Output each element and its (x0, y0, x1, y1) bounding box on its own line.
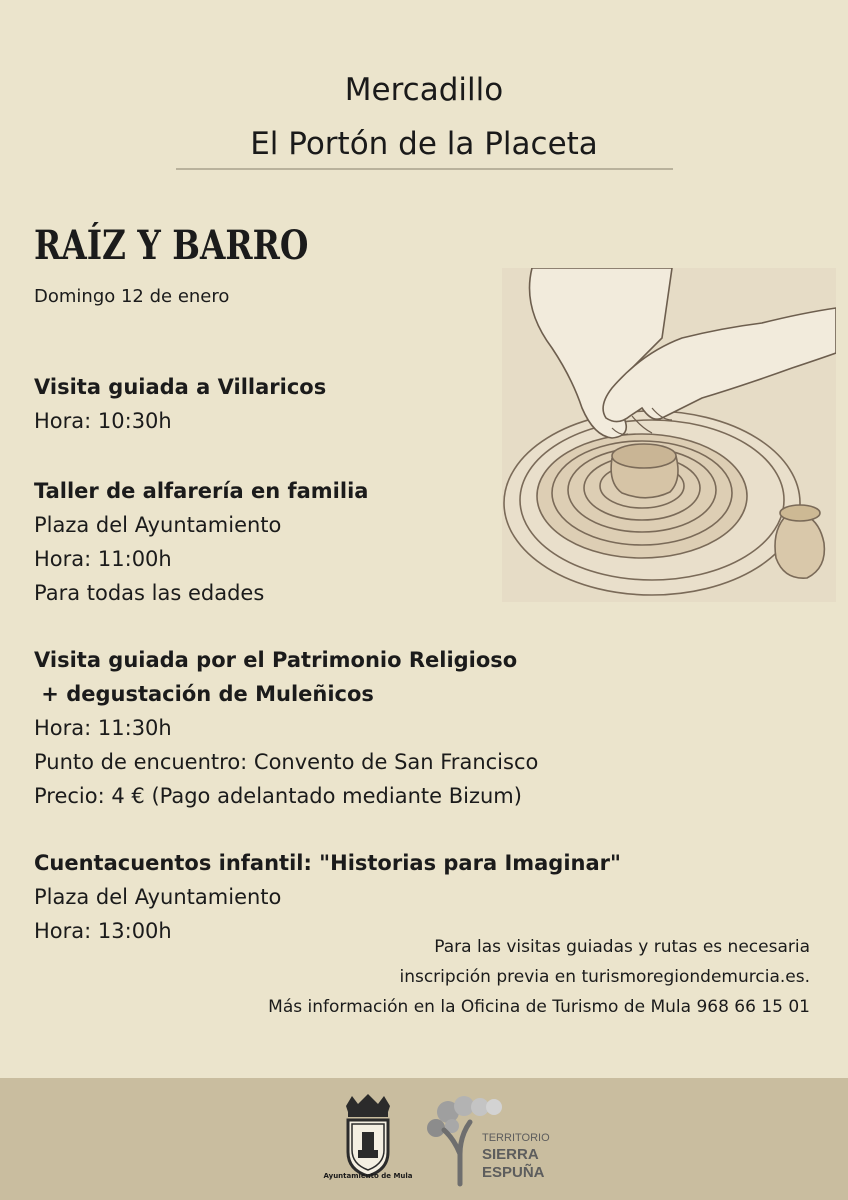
header-title-line1: Mercadillo (344, 72, 504, 108)
event-title: RAÍZ Y BARRO (34, 222, 309, 269)
event-heading-cont: + degustación de Muleñicos (34, 682, 374, 706)
event-heading: Taller de alfarería en familia (34, 479, 369, 503)
event-detail: Precio: 4 € (Pago adelantado mediante Bizum) (34, 784, 522, 808)
event-visita-villaricos (34, 370, 326, 438)
event-patrimonio-religioso (34, 643, 538, 813)
event-detail: Para todas las edades (34, 581, 265, 605)
event-heading: Cuentacuentos infantil: "Historias para Imaginar" (34, 851, 621, 875)
event-heading: Visita guiada a Villaricos (34, 375, 327, 399)
event-detail: Hora: 10:30h (34, 409, 172, 433)
event-detail: Hora: 11:00h (34, 547, 172, 571)
sierra-label-espuna: ESPUÑA (482, 1164, 545, 1181)
sierra-label-sierra: SIERRA (482, 1146, 539, 1163)
event-detail: Punto de encuentro: Convento de San Francisco (34, 750, 539, 774)
note-line: Para las visitas guiadas y rutas es necesaria (434, 937, 810, 957)
pottery-wheel-illustration (502, 268, 836, 602)
registration-note (268, 932, 810, 1022)
event-detail: Plaza del Ayuntamiento (34, 513, 282, 537)
ayuntamiento-caption: Ayuntamiento de Mula (323, 1172, 413, 1180)
note-line: Más información en la Oficina de Turismo de Mula 968 66 15 01 (268, 997, 810, 1017)
sierra-label-territorio: TERRITORIO (482, 1132, 550, 1144)
note-line: inscripción previa en turismoregiondemurcia.es. (399, 967, 810, 987)
event-date: Domingo 12 de enero (34, 286, 230, 307)
event-taller-alfareria (34, 474, 368, 610)
header-divider (176, 168, 673, 170)
event-detail: Hora: 11:30h (34, 716, 172, 740)
event-heading: Visita guiada por el Patrimonio Religioso (34, 648, 518, 672)
event-detail: Hora: 13:00h (34, 919, 172, 943)
event-detail: Plaza del Ayuntamiento (34, 885, 282, 909)
header-title-line2: El Portón de la Placeta (250, 126, 598, 162)
